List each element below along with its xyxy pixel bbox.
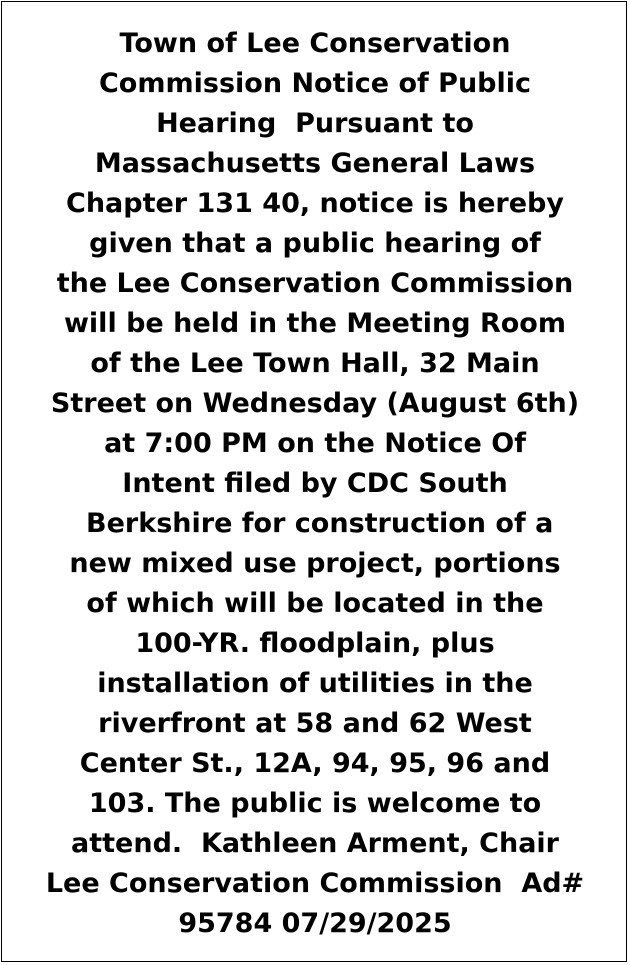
notice-line: the Lee Conservation Commission [56, 268, 574, 299]
notice-line: Commission Notice of Public [98, 68, 532, 99]
notice-line: Berkshire for construction of a [76, 508, 554, 539]
notice-line: 95784 07/29/2025 [178, 908, 452, 939]
notice-line: Hearing Pursuant to [156, 108, 474, 139]
notice-text [2, 24, 628, 944]
notice-line: Street on Wednesday (August 6th) [50, 388, 580, 419]
notice-line: Lee Conservation Commission Ad# [45, 868, 585, 899]
notice-line: given that a public hearing of [89, 228, 541, 259]
notice-line: 103. The public is welcome to [88, 788, 542, 819]
notice-line: Massachusetts General Laws [94, 148, 536, 179]
notice-line: 100-YR. floodplain, plus [135, 628, 495, 659]
notice-line: installation of utilities in the [97, 668, 533, 699]
notice-line: Center St., 12A, 94, 95, 96 and [79, 748, 551, 779]
notice-line: Chapter 131 40, notice is hereby [66, 188, 564, 219]
notice-line: new mixed use project, portions [69, 548, 561, 579]
legal-notice-box [1, 1, 627, 962]
notice-line: of which will be located in the [86, 588, 544, 619]
notice-line: riverfront at 58 and 62 West [98, 708, 532, 739]
notice-line: Intent filed by CDC South [122, 468, 508, 499]
notice-line: Town of Lee Conservation [119, 28, 511, 59]
notice-line: at 7:00 PM on the Notice Of [104, 428, 526, 459]
notice-line: will be held in the Meeting Room [63, 308, 566, 339]
notice-line: of the Lee Town Hall, 32 Main [90, 348, 540, 379]
notice-line: attend. Kathleen Arment, Chair [71, 828, 559, 859]
